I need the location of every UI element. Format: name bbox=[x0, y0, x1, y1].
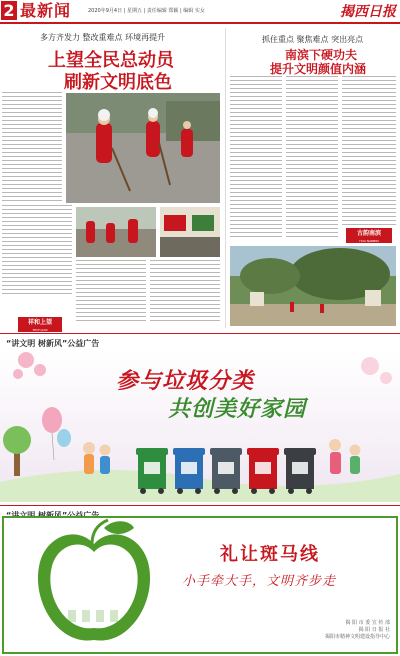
street-cleaning-photo bbox=[66, 93, 220, 203]
trash-bin-1 bbox=[136, 448, 168, 494]
trash-bin-5 bbox=[284, 448, 316, 494]
apple-icon bbox=[18, 514, 168, 656]
psa2-top-rule bbox=[0, 505, 400, 506]
psa1-label: “讲文明 树新风”公益广告 bbox=[6, 339, 100, 348]
psa1-slogan-line1: 参与垃圾分类 bbox=[116, 369, 255, 394]
riverside-park-photo bbox=[230, 246, 396, 326]
right-article-text-col2 bbox=[286, 76, 338, 240]
left-signature-text: 祥和上望 bbox=[27, 319, 52, 326]
right-signature-text: 古韵南滨 bbox=[356, 230, 381, 237]
left-headline-line1: 上望全民总动员 bbox=[48, 50, 174, 71]
left-article-text-col4 bbox=[150, 260, 220, 324]
right-headline-line1: 南滨下硬功夫 bbox=[285, 48, 358, 62]
left-signature-sub: TECH JIAN bbox=[32, 328, 48, 332]
trash-bins-group bbox=[134, 446, 324, 496]
psa2-credits bbox=[325, 620, 390, 641]
psa2-subtitle: 小手牵大手，文明齐步走 bbox=[182, 574, 337, 589]
right-signature-sub: HUA NANBIN bbox=[359, 239, 379, 243]
trash-bin-4 bbox=[247, 448, 279, 494]
right-signature-badge bbox=[346, 228, 392, 243]
newspaper-logo: 揭西日报 bbox=[340, 4, 396, 20]
cleanup-team-photo bbox=[76, 207, 156, 257]
psa2-banner bbox=[0, 508, 400, 656]
trash-bin-3 bbox=[210, 448, 242, 494]
left-article-text-col2 bbox=[2, 205, 72, 295]
left-article-text-col3 bbox=[76, 260, 146, 324]
trash-bin-2 bbox=[173, 448, 205, 494]
page-number: 2 bbox=[1, 1, 17, 20]
psa2-credit-1: 揭 阳 市 委 宣 传 部 bbox=[345, 620, 390, 626]
psa2-credit-3: 揭阳市精神文明建设指导中心 bbox=[324, 634, 390, 640]
left-article-text-col1 bbox=[2, 92, 62, 202]
right-article-text-col1 bbox=[230, 76, 282, 240]
right-headline-line2: 提升文明颜值内涵 bbox=[270, 62, 367, 76]
psa1-top-rule bbox=[0, 333, 400, 334]
psa2-title: 礼让斑马线 bbox=[220, 544, 320, 565]
column-divider bbox=[225, 28, 226, 328]
left-headline-line2: 刷新文明底色 bbox=[64, 72, 172, 93]
section-title: 最新闻 bbox=[20, 1, 72, 20]
right-article-text-col3 bbox=[342, 76, 396, 226]
psa2-credit-2: 揭 阳 日 报 社 bbox=[358, 627, 390, 633]
right-kicker: 抓住重点 聚焦难点 突出亮点 bbox=[262, 35, 364, 44]
psa1-banner bbox=[0, 350, 400, 502]
left-kicker: 多方齐发力 整改重难点 环境再提升 bbox=[40, 33, 166, 42]
left-signature-badge bbox=[18, 317, 62, 332]
header-meta: 2020年9月4日 | 星期五 | 责任编辑 郑颖 | 编辑 实女 bbox=[88, 8, 205, 14]
psa1-slogan-line2: 共创美好家园 bbox=[168, 397, 307, 422]
wall-mural-photo bbox=[160, 207, 220, 257]
